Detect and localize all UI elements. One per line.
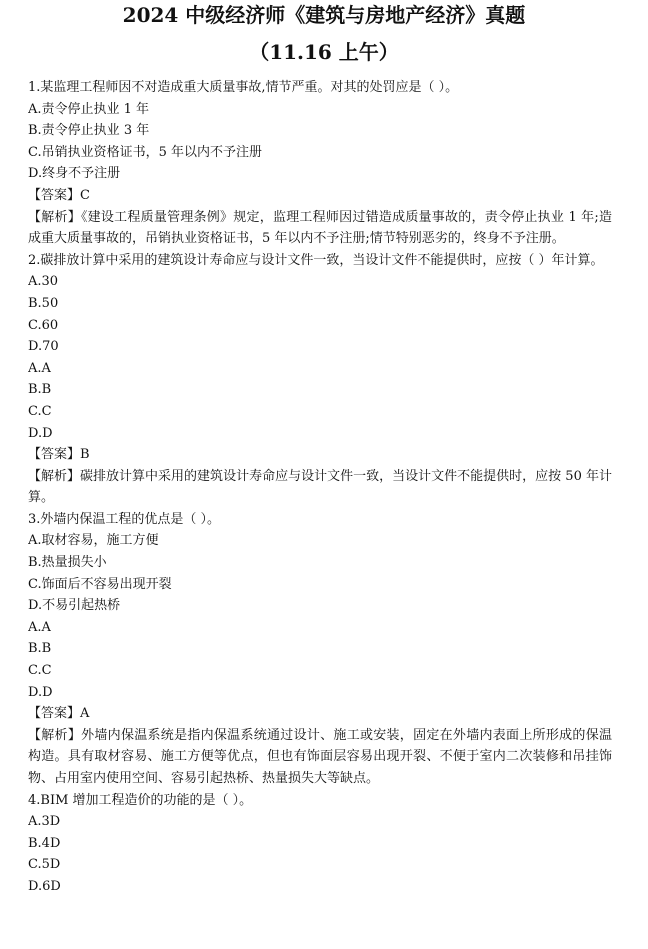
question-analysis: 【解析】碳排放计算中采用的建筑设计寿命应与设计文件一致，当设计文件不能提供时，应按 50 年计算。 xyxy=(28,468,612,506)
question-stem: 4.BIM 增加工程造价的功能的是（ ）。 xyxy=(28,792,253,808)
question-option: A.取材容易，施工方便 xyxy=(28,533,159,549)
question-stem: 1.某监理工程师因不对造成重大质量事故,情节严重。对其的处罚应是（ ）。 xyxy=(28,80,459,95)
question-option: B.50 xyxy=(28,295,59,311)
question-2 xyxy=(28,250,612,509)
question-option: C.60 xyxy=(28,317,59,333)
question-option: A.A xyxy=(28,360,51,376)
question-option: D.70 xyxy=(28,339,59,355)
question-option: D.D xyxy=(28,684,53,700)
question-option: C.C xyxy=(28,663,52,679)
question-analysis: 【解析】《建设工程质量管理条例》规定，监理工程师因过错造成质量事故的，责令停止执业 1 年;造成重大质量事故的，吊销执业资格证书，5 年以内不予注册;情节特别恶劣的，终身不予注册。 xyxy=(28,209,612,247)
question-option: D.终身不予注册 xyxy=(28,166,121,182)
question-option: C.饰面后不容易出现开裂 xyxy=(28,576,172,592)
question-answer: 【答案】A xyxy=(28,706,90,722)
question-option: C.5D xyxy=(28,857,61,873)
question-answer: 【答案】B xyxy=(28,447,90,463)
page-subtitle: （11.16 上午） xyxy=(249,40,399,64)
question-stem: 3.外墙内保温工程的优点是（ ）。 xyxy=(28,511,221,527)
question-answer: 【答案】C xyxy=(28,187,90,203)
question-4 xyxy=(28,790,612,898)
question-analysis: 【解析】外墙内保温系统是指内保温系统通过设计、施工或安装，固定在外墙内表面上所形成的保温构造。具有取材容易、施工方便等优点，但也有饰面层容易出现开裂、不便于室内二次装修和吊挂饰物、占用室内使用空间、容易引起热桥、热量损失大等缺点。 xyxy=(28,727,612,786)
question-option: A.A xyxy=(28,619,51,635)
question-option: B.B xyxy=(28,641,52,657)
question-option: D.6D xyxy=(28,878,61,894)
exam-content xyxy=(28,77,612,898)
question-option: D.不易引起热桥 xyxy=(28,598,121,614)
question-option: B.4D xyxy=(28,835,61,851)
question-1 xyxy=(28,77,612,250)
question-stem: 2.碳排放计算中采用的建筑设计寿命应与设计文件一致，当设计文件不能提供时，应按（ ）年计算。 xyxy=(28,252,604,268)
question-option: C.C xyxy=(28,403,52,419)
question-option: A.3D xyxy=(28,814,61,830)
question-option: A.责令停止执业 1 年 xyxy=(28,101,150,117)
question-option: B.B xyxy=(28,382,52,398)
question-option: D.D xyxy=(28,425,53,441)
question-3 xyxy=(28,509,612,790)
question-option: A.30 xyxy=(28,274,59,290)
page-title: 2024 中级经济师《建筑与房地产经济》真题 xyxy=(122,3,526,27)
question-option: C.吊销执业资格证书，5 年以内不予注册 xyxy=(28,144,263,160)
question-option: B.热量损失小 xyxy=(28,555,107,571)
question-option: B.责令停止执业 3 年 xyxy=(28,123,150,139)
